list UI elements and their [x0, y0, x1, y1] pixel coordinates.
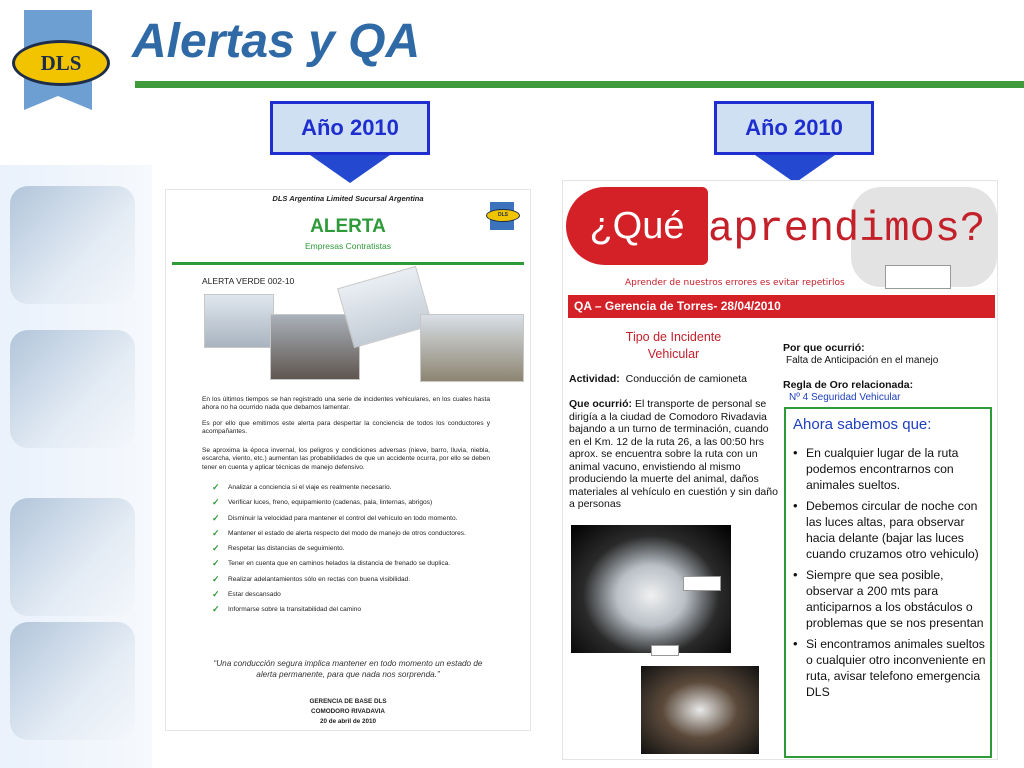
qa-activity — [569, 373, 779, 386]
alert-photo-snow-road — [204, 294, 274, 348]
qa-header-bar: QA – Gerencia de Torres- 28/04/2010 — [568, 295, 995, 318]
checklist-item: ✓ Realizar adelantamientos sólo en rectas con buena visibilidad. — [212, 576, 492, 584]
right-down-arrow-icon — [755, 155, 835, 183]
alert-doc-subtitle: Empresas Contratistas — [305, 241, 391, 251]
qa-rule-label: Regla de Oro relacionada: — [783, 379, 914, 391]
alert-paragraph: Es por ello que emitimos este alerta para despertar la conciencia de todos los conductores y acompañantes. — [202, 420, 490, 436]
checklist-item: ✓ Respetar las distancias de seguimiento. — [212, 545, 492, 553]
qa-photo-cow — [641, 666, 759, 754]
alert-signature-line: COMODORO RIVADAVIA — [311, 708, 385, 715]
qa-redaction-box — [683, 576, 721, 591]
learned-item: • En cualquier lugar de la ruta podemos encontrarnos con animales sueltos. — [792, 445, 986, 493]
alert-quote: “Una conducción segura implica mantener en todo momento un estado de alerta permanente, para que nada nos sorprenda.” — [213, 659, 483, 679]
alert-paragraph: Se aproxima la época invernal, los peligros y condiciones adversas (nieve, barro, lluvia, niebla, escarcha, viento, etc.) aumentan las probabilidades de que un accidente ocurra, por ello se deben tener en cuenta y aplicar técnicas de manejo defensivo. — [202, 447, 490, 471]
alert-signature-line: 20 de abril de 2010 — [319, 718, 376, 725]
checklist-item: ✓ Mantener el estado de alerta respecto del modo de manejo de otros conductores. — [212, 530, 492, 538]
decorative-photo-workers — [10, 186, 135, 304]
qa-what-value: El transporte de personal se dirigía a la ciudad de Comodoro Rivadavia bajando a un turno de terminación, cuando en el Km. 12 de la ruta 26, a las 00:50 hrs aprox. se encuentra sobre la ruta con un animal vacuno, envistiendo al mismo produciendo la muerte del animal, daños materiales al vehículo en cuestión y sin daño a personas — [569, 398, 778, 510]
checklist-item: ✓ Disminuir la velocidad para mantener el control del vehículo en todo momento. — [212, 515, 492, 523]
logo-text: DLS — [40, 50, 82, 75]
qa-why-label: Por que ocurrió: — [783, 342, 865, 354]
title-divider — [135, 81, 1024, 88]
qa-document — [563, 181, 997, 759]
alert-document — [166, 190, 530, 730]
qa-learned-title: Ahora sabemos que: — [793, 416, 932, 433]
right-year-label: Año 2010 — [714, 101, 874, 155]
qa-learned-list — [792, 445, 986, 705]
qa-incident-value: Vehicular — [647, 347, 700, 361]
qa-banner-aprendimos: aprendimos? — [708, 205, 986, 253]
alert-doc-logo: DLS — [490, 202, 514, 230]
qa-activity-label: Actividad: — [569, 373, 620, 385]
left-year-label: Año 2010 — [270, 101, 430, 155]
checklist-item: ✓ Tener en cuenta que en caminos helados la distancia de frenado se duplica. — [212, 560, 492, 568]
alert-doc-title: ALERTA — [310, 216, 386, 237]
alert-photo-overturned-car — [337, 266, 433, 348]
qa-incident-label: Tipo de Incidente — [625, 330, 722, 344]
qa-redaction-box — [885, 265, 951, 289]
decorative-photo-flag — [10, 622, 135, 740]
alert-doc-divider — [172, 262, 524, 265]
qa-why-value: Falta de Anticipación en el manejo — [786, 355, 939, 366]
alert-checklist — [212, 484, 492, 622]
qa-rule-value: Nº 4 Seguridad Vehicular — [789, 392, 901, 403]
left-down-arrow-icon — [310, 155, 390, 183]
learned-item: • Siempre que sea posible, observar a 200 mts para anticiparnos a los obstáculos o problemas que se nos presentan — [792, 567, 986, 631]
learned-item: • Si encontramos animales sueltos o cualquier otro inconveniente en ruta, avisar telefono emergencia DLS — [792, 636, 986, 700]
qa-learned-box — [784, 407, 992, 758]
checklist-item: ✓ Estar descansado — [212, 591, 492, 599]
alert-paragraph: En los últimos tiempos se han registrado una serie de incidentes vehiculares, en los cuales hasta ahora no ha ocurrido nada que debamos lamentar. — [202, 396, 490, 412]
qa-what-happened — [569, 398, 779, 511]
decorative-photo-rig — [10, 330, 135, 448]
qa-banner-que: ¿Qué — [566, 187, 708, 265]
checklist-item: ✓ Verificar luces, freno, equipamiento (cadenas, pala, linternas, abrigos) — [212, 499, 492, 507]
qa-redaction-box — [651, 645, 679, 656]
qa-what-label: Que ocurrió: — [569, 398, 633, 410]
checklist-item: ✓ Informarse sobre la transitabilidad del camino — [212, 606, 492, 614]
company-logo — [12, 40, 110, 86]
checklist-item: ✓ Analizar a conciencia si el viaje es realmente necesario. — [212, 484, 492, 492]
alert-signature-line: GERENCIA DE BASE DLS — [309, 698, 387, 705]
alert-doc-header: DLS Argentina Limited Sucursal Argentina — [272, 194, 424, 203]
qa-tagline: Aprender de nuestros errores es evitar repetirlos — [625, 278, 845, 288]
alert-photo-overturned-truck — [420, 314, 524, 382]
decorative-photo-drilling — [10, 498, 135, 616]
learned-item: • Debemos circular de noche con las luces altas, para observar hacia delante (bajar las luces cuando cruzamos otro vehiculo) — [792, 498, 986, 562]
qa-activity-value: Conducción de camioneta — [625, 373, 748, 385]
alert-doc-code: ALERTA VERDE 002-10 — [202, 276, 295, 286]
slide-title: Alertas y QA — [132, 15, 421, 68]
